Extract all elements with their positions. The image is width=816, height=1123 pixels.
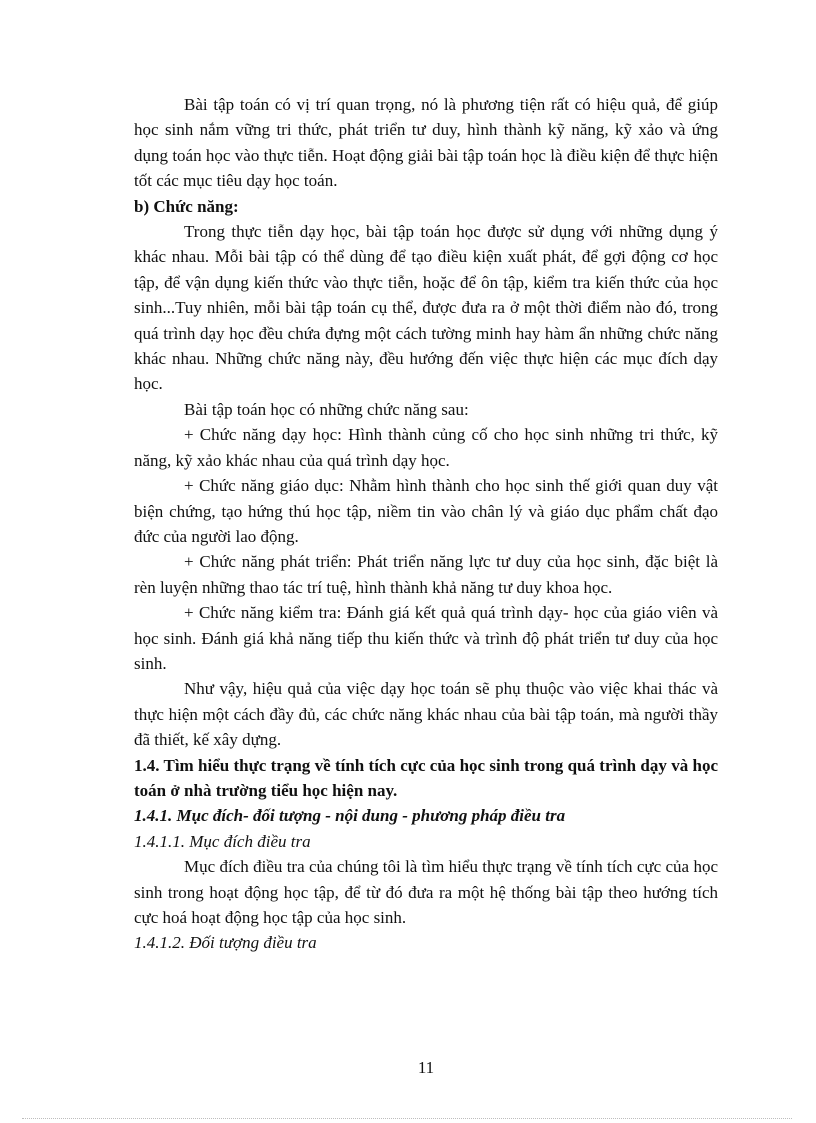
heading-chuc-nang: b) Chức năng: [134, 196, 239, 216]
paragraph-muc-dich: Mục đích điều tra của chúng tôi là tìm hiểu thực trạng về tính tích cực của học sinh trong hoạt động học tập, để từ đó đưa ra một hệ thống bài tập theo hướng tích cực hoá hoạt động học tập của học sinh. [134, 857, 718, 927]
page-content [134, 92, 718, 956]
paragraph-intro: Bài tập toán có vị trí quan trọng, nó là phương tiện rất có hiệu quả, để giúp học sinh nắm vững tri thức, phát triển tư duy, hình thành kỹ năng, kỹ xảo và ứng dụng toán học vào thực tiễn. Hoạt động giải bài tập toán học là điều kiện để thực hiện tốt các mục tiêu dạy học toán. [134, 95, 718, 191]
paragraph-nhu-vay: Như vậy, hiệu quả của việc dạy học toán sẽ phụ thuộc vào việc khai thác và thực hiện một cách đầy đủ, các chức năng khác nhau của bài tập toán, mà người thầy đã thiết, kế xây dựng. [134, 679, 718, 750]
heading-section-1-4-1-2: 1.4.1.2. Đối tượng điều tra [134, 933, 317, 953]
heading-section-1-4-1: 1.4.1. Mục đích- đối tượng - nội dung - phương pháp điều tra [134, 806, 566, 826]
paragraph-chuc-nang-kiem-tra: + Chức năng kiểm tra: Đánh giá kết quả quá trình dạy- học của giáo viên và học sinh. Đánh giá khả năng tiếp thu kiến thức và trình độ phát triển tư duy của học sinh. [134, 603, 718, 673]
page-bottom-divider [22, 1118, 792, 1119]
paragraph-chuc-nang-list-intro: Bài tập toán học có những chức năng sau: [184, 399, 469, 419]
paragraph-chuc-nang-day-hoc: + Chức năng dạy học: Hình thành củng cố cho học sinh những tri thức, kỹ năng, kỹ xảo khác nhau của quá trình dạy học. [134, 425, 718, 470]
paragraph-chuc-nang-giao-duc: + Chức năng giáo dục: Nhằm hình thành cho học sinh thế giới quan duy vật biện chứng, tạo hứng thú học tập, niềm tin vào chân lý và giáo dục phẩm chất đạo đức của người lao động. [134, 476, 718, 546]
paragraph-chuc-nang-phat-trien: + Chức năng phát triển: Phát triển năng lực tư duy của học sinh, đặc biệt là rèn luyện những thao tác trí tuệ, hình thành khả năng tư duy khoa học. [134, 552, 718, 597]
heading-section-1-4: 1.4. Tìm hiểu thực trạng về tính tích cực của học sinh trong quá trình dạy và học toán ở nhà trường tiểu học hiện nay. [134, 755, 718, 800]
heading-section-1-4-1-1: 1.4.1.1. Mục đích điều tra [134, 831, 311, 851]
paragraph-thuc-tien: Trong thực tiễn dạy học, bài tập toán học được sử dụng với những dụng ý khác nhau. Mỗi bài tập có thể dùng để tạo điều kiện xuất phát, để gợi động cơ học tập, để vận dụng kiến thức vào thực tiễn, hoặc để ôn tập, kiểm tra kiến thức của học sinh...Tuy nhiên, mỗi bài tập toán cụ thể, được đưa ra ở một thời điểm nào đó, trong quá trình dạy học đều chứa đựng một cách tường minh hay hàm ẩn những chức năng khác nhau. Những chức năng này, đều hướng đến việc thực hiện các mục đích dạy học. [134, 222, 718, 394]
page-number: 11 [417, 1058, 435, 1077]
